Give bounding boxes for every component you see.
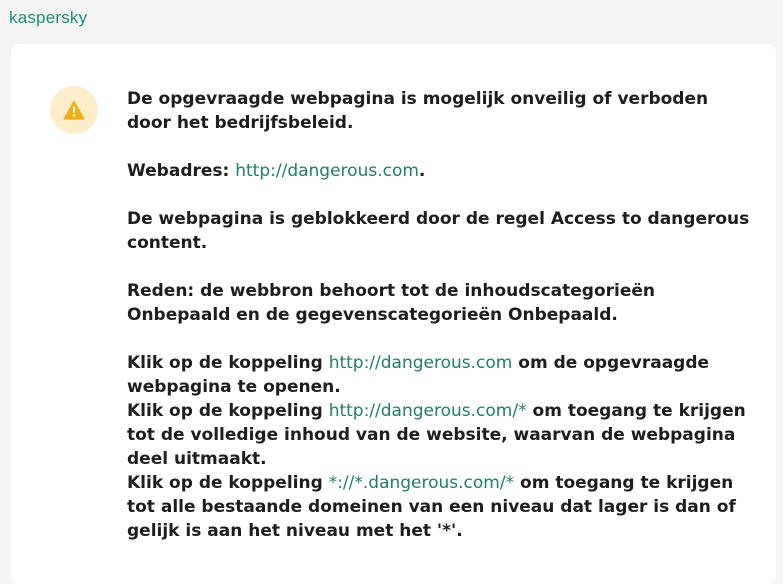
- option-suffix: om toegang te krijgen tot alle bestaande domeinen van een niveau dat lager is dan of gelijk is aan het niveau met het '*'.: [127, 473, 736, 541]
- warning-triangle-icon: [63, 100, 85, 120]
- open-page-link[interactable]: http://dangerous.com: [328, 353, 513, 373]
- kaspersky-logo: kaspersky: [9, 8, 88, 27]
- option-suffix: om toegang te krijgen tot de volledige inhoud van de website, waarvan de webpagina deel uitmaakt.: [127, 401, 746, 469]
- option-prefix: Klik op de koppeling: [127, 473, 329, 493]
- access-option-page: [127, 351, 757, 399]
- option-prefix: Klik op de koppeling: [127, 353, 329, 373]
- access-option-domains: [127, 471, 757, 543]
- open-site-link[interactable]: http://dangerous.com/*: [328, 401, 527, 421]
- web-address-line: [127, 159, 757, 183]
- web-address-link[interactable]: http://dangerous.com: [235, 161, 419, 181]
- access-option-site: [127, 399, 757, 471]
- message-title: De opgevraagde webpagina is mogelijk onveilig of verboden door het bedrijfsbeleid.: [127, 89, 709, 133]
- option-prefix: Klik op de koppeling: [127, 401, 329, 421]
- message-body: [127, 87, 757, 543]
- web-address-suffix: .: [418, 161, 426, 181]
- blocking-rule-text: De webpagina is geblokkeerd door de regel Access to dangerous content.: [127, 209, 750, 253]
- option-suffix: om de opgevraagde webpagina te openen.: [127, 353, 710, 397]
- access-options: [127, 351, 757, 543]
- web-address-label: Webadres:: [127, 161, 236, 181]
- block-reason-text: Reden: de webbron behoort tot de inhoudscategorieën Onbepaald en de gegevenscategorieën Onbepaald.: [127, 281, 655, 325]
- block-message-card: [11, 44, 776, 584]
- open-domains-link[interactable]: *://*.dangerous.com/*: [328, 473, 515, 493]
- warning-icon: [50, 86, 98, 134]
